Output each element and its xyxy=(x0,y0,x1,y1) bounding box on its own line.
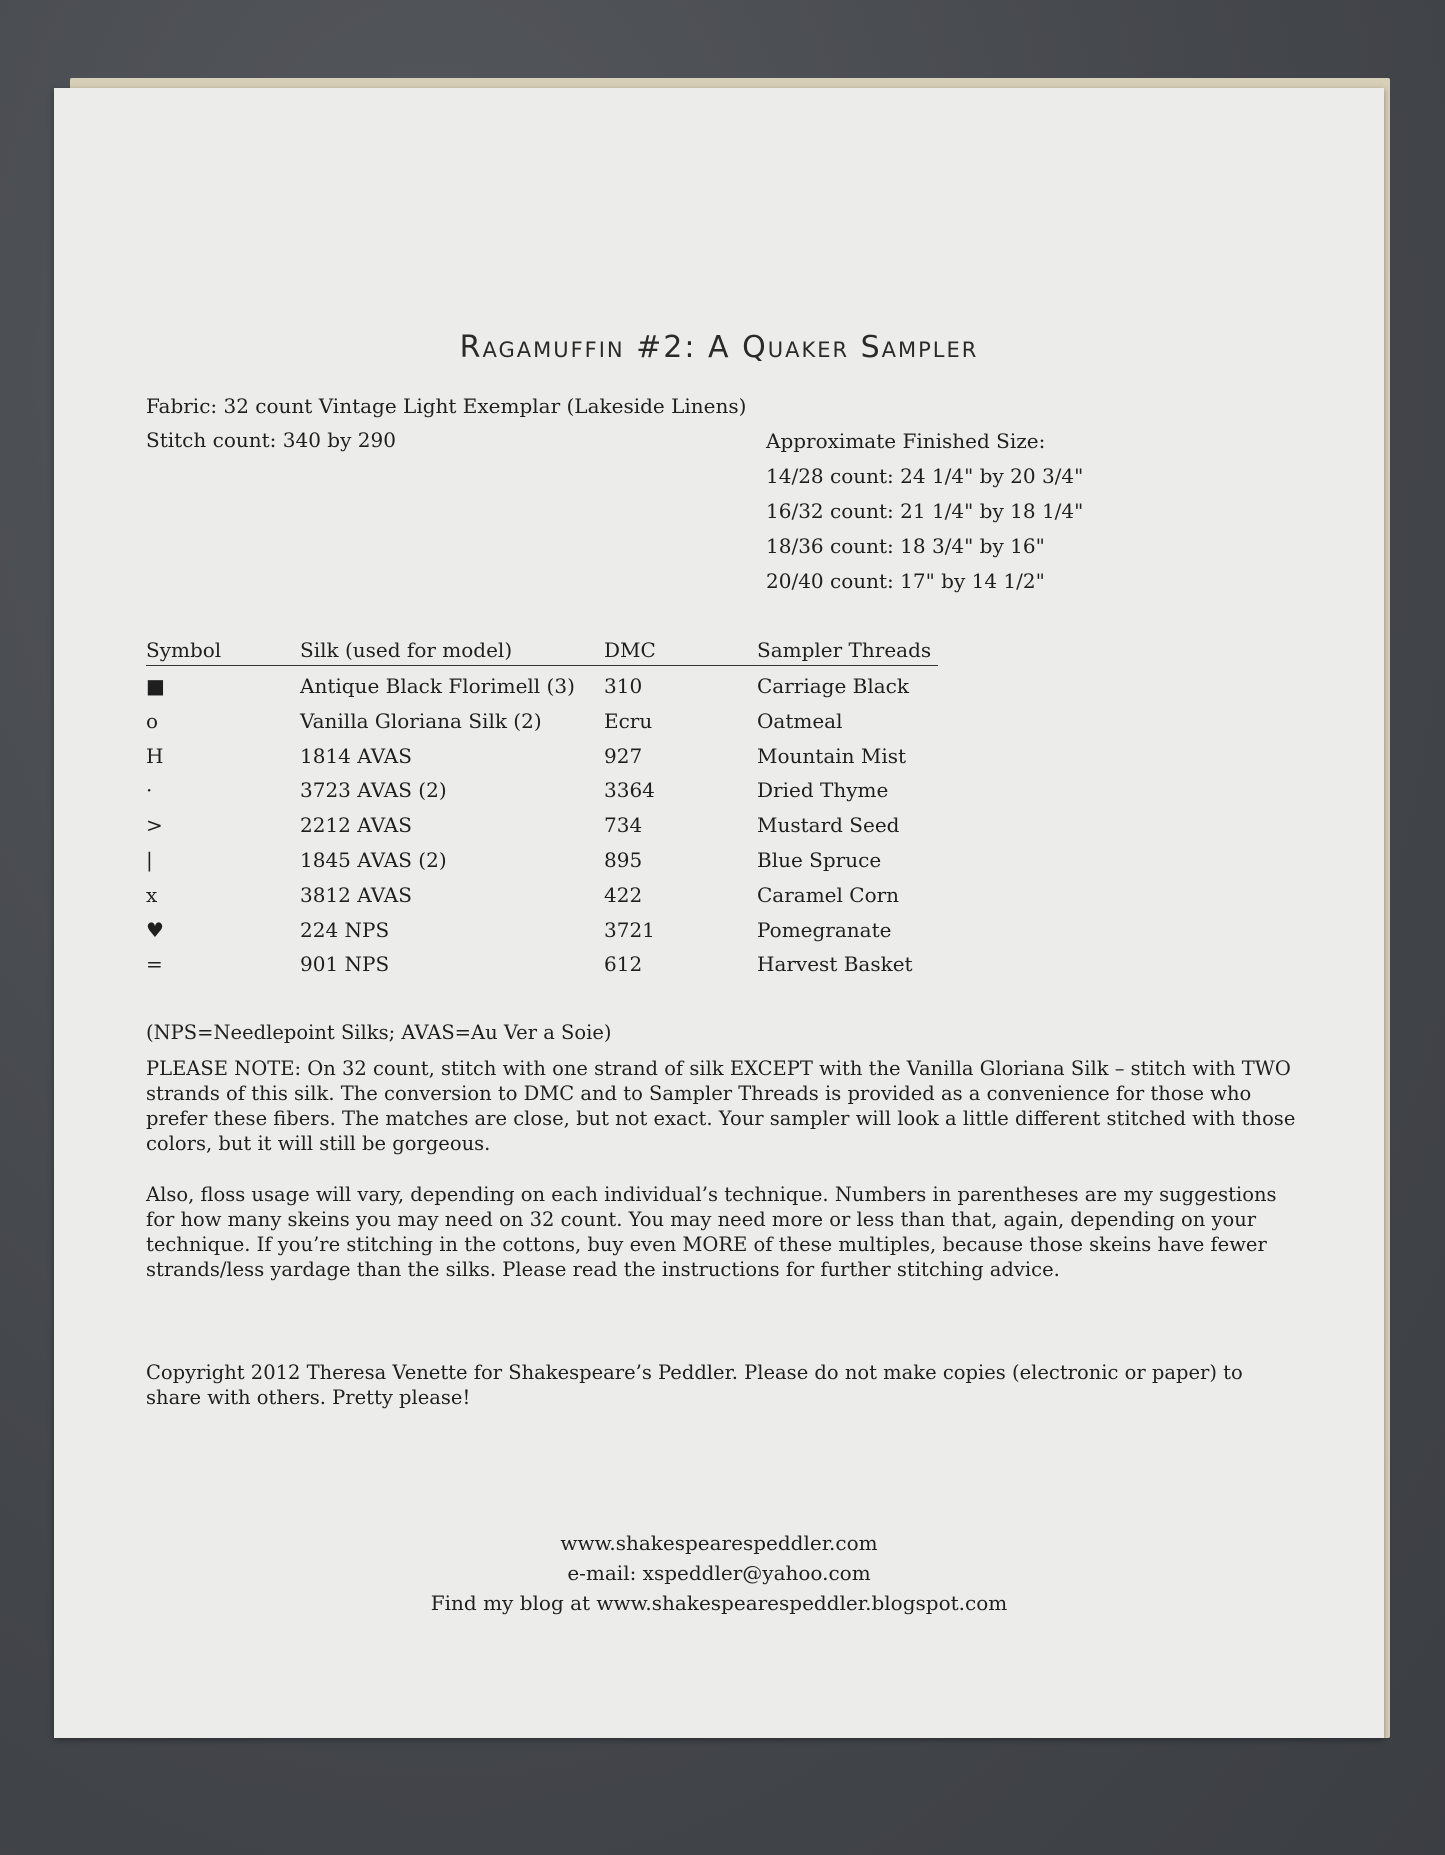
contact-block xyxy=(54,1528,1384,1618)
symbol-cell: ♥ xyxy=(146,917,164,942)
symbol-cell: x xyxy=(146,882,158,907)
dmc-cell: 3364 xyxy=(604,778,655,803)
silk-cell: 3812 AVAS xyxy=(300,882,412,907)
blog-line: Find my blog at www.shakespearespeddler.blogspot.com xyxy=(430,1591,1008,1615)
table-row xyxy=(146,740,946,775)
header-symbol: Symbol xyxy=(146,638,222,662)
sampler-threads-cell: Caramel Corn xyxy=(757,882,900,907)
please-note-paragraph: PLEASE NOTE: On 32 count, stitch with one strand of silk EXCEPT with the Vanilla Gloriana Silk – stitch with TWO strands of this silk. The conversion to DMC and to Sampler Threads is provided as a convenience for those who prefer these fibers. The matches are close, but not exact. Your sampler will look a little different stitched with those colors, but it will still be gorgeous. xyxy=(146,1057,1296,1155)
dmc-cell: 3721 xyxy=(604,917,655,942)
silk-cell: Antique Black Florimell (3) xyxy=(300,674,575,698)
email-line: e-mail: xspeddler@yahoo.com xyxy=(567,1561,871,1585)
sampler-threads-cell: Pomegranate xyxy=(757,917,892,942)
finished-size-item: 14/28 count: 24 1/4" by 20 3/4" xyxy=(766,464,1084,488)
silk-cell: 901 NPS xyxy=(300,952,390,977)
silk-cell: 1814 AVAS xyxy=(300,743,412,768)
website-link: www.shakespearespeddler.com xyxy=(560,1531,878,1555)
table-row xyxy=(146,914,946,949)
sampler-threads-cell: Oatmeal xyxy=(757,708,843,733)
silk-cell: 224 NPS xyxy=(300,917,390,942)
sampler-threads-cell: Mustard Seed xyxy=(757,813,900,838)
header-silk: Silk (used for model) xyxy=(300,638,513,662)
symbol-cell: H xyxy=(146,743,164,768)
sampler-threads-cell: Harvest Basket xyxy=(757,952,913,977)
fabric-line: Fabric: 32 count Vintage Light Exemplar (Lakeside Linens) xyxy=(146,394,747,418)
table-row xyxy=(146,844,946,879)
table-row xyxy=(146,809,946,844)
page-title: Ragamuffin #2: A Quaker Sampler xyxy=(459,330,979,365)
sampler-threads-cell: Mountain Mist xyxy=(757,743,907,768)
symbol-cell: > xyxy=(146,813,163,838)
table-row xyxy=(146,948,946,983)
symbol-cell: = xyxy=(146,952,163,977)
dmc-cell: 612 xyxy=(604,952,643,977)
symbol-cell: | xyxy=(146,847,153,872)
table-row xyxy=(146,879,946,914)
dmc-cell: 310 xyxy=(604,674,643,698)
silk-cell: 2212 AVAS xyxy=(300,813,412,838)
silk-cell: 1845 AVAS (2) xyxy=(300,847,447,872)
sampler-threads-cell: Dried Thyme xyxy=(757,778,889,803)
document-page xyxy=(54,88,1384,1738)
copyright-paragraph: Copyright 2012 Theresa Venette for Shakespeare’s Peddler. Please do not make copies (electronic or paper) to share with others. Pretty please! xyxy=(146,1361,1243,1409)
symbol-cell: ■ xyxy=(146,674,165,698)
finished-size-item: 18/36 count: 18 3/4" by 16" xyxy=(766,534,1045,558)
header-sampler-threads: Sampler Threads xyxy=(757,638,932,662)
finished-size-item: 20/40 count: 17" by 14 1/2" xyxy=(766,569,1045,593)
thread-table xyxy=(146,670,946,983)
header-dmc: DMC xyxy=(604,638,656,662)
dmc-cell: Ecru xyxy=(604,708,653,733)
sampler-threads-cell: Blue Spruce xyxy=(757,847,882,872)
sampler-threads-cell: Carriage Black xyxy=(757,674,910,698)
table-row xyxy=(146,670,946,705)
silk-cell: 3723 AVAS (2) xyxy=(300,778,447,803)
floss-usage-paragraph: Also, floss usage will vary, depending on each individual’s technique. Numbers in parentheses are my suggestions for how many skeins you may need on 32 count. You may need more or less than that, again, depending on your technique. If you’re stitching in the cottons, buy even MORE of these multiples, because those skeins have fewer strands/less yardage than the silks. Please read the instructions for further stitching advice. xyxy=(146,1183,1277,1281)
dmc-cell: 895 xyxy=(604,847,643,872)
dmc-cell: 927 xyxy=(604,743,643,768)
silk-cell: Vanilla Gloriana Silk (2) xyxy=(300,708,542,733)
finished-size-item: 16/32 count: 21 1/4" by 18 1/4" xyxy=(766,499,1084,523)
symbol-cell: o xyxy=(146,708,159,733)
symbol-cell: · xyxy=(146,778,153,803)
finished-size-block xyxy=(766,424,1083,599)
table-row xyxy=(146,705,946,740)
table-row xyxy=(146,774,946,809)
stitch-count-line: Stitch count: 340 by 290 xyxy=(146,428,396,452)
finished-size-heading: Approximate Finished Size: xyxy=(766,429,1046,453)
dmc-cell: 734 xyxy=(604,813,643,838)
abbreviation-note: (NPS=Needlepoint Silks; AVAS=Au Ver a Soie) xyxy=(146,1021,612,1044)
dmc-cell: 422 xyxy=(604,882,643,907)
table-header-rule xyxy=(146,665,938,666)
